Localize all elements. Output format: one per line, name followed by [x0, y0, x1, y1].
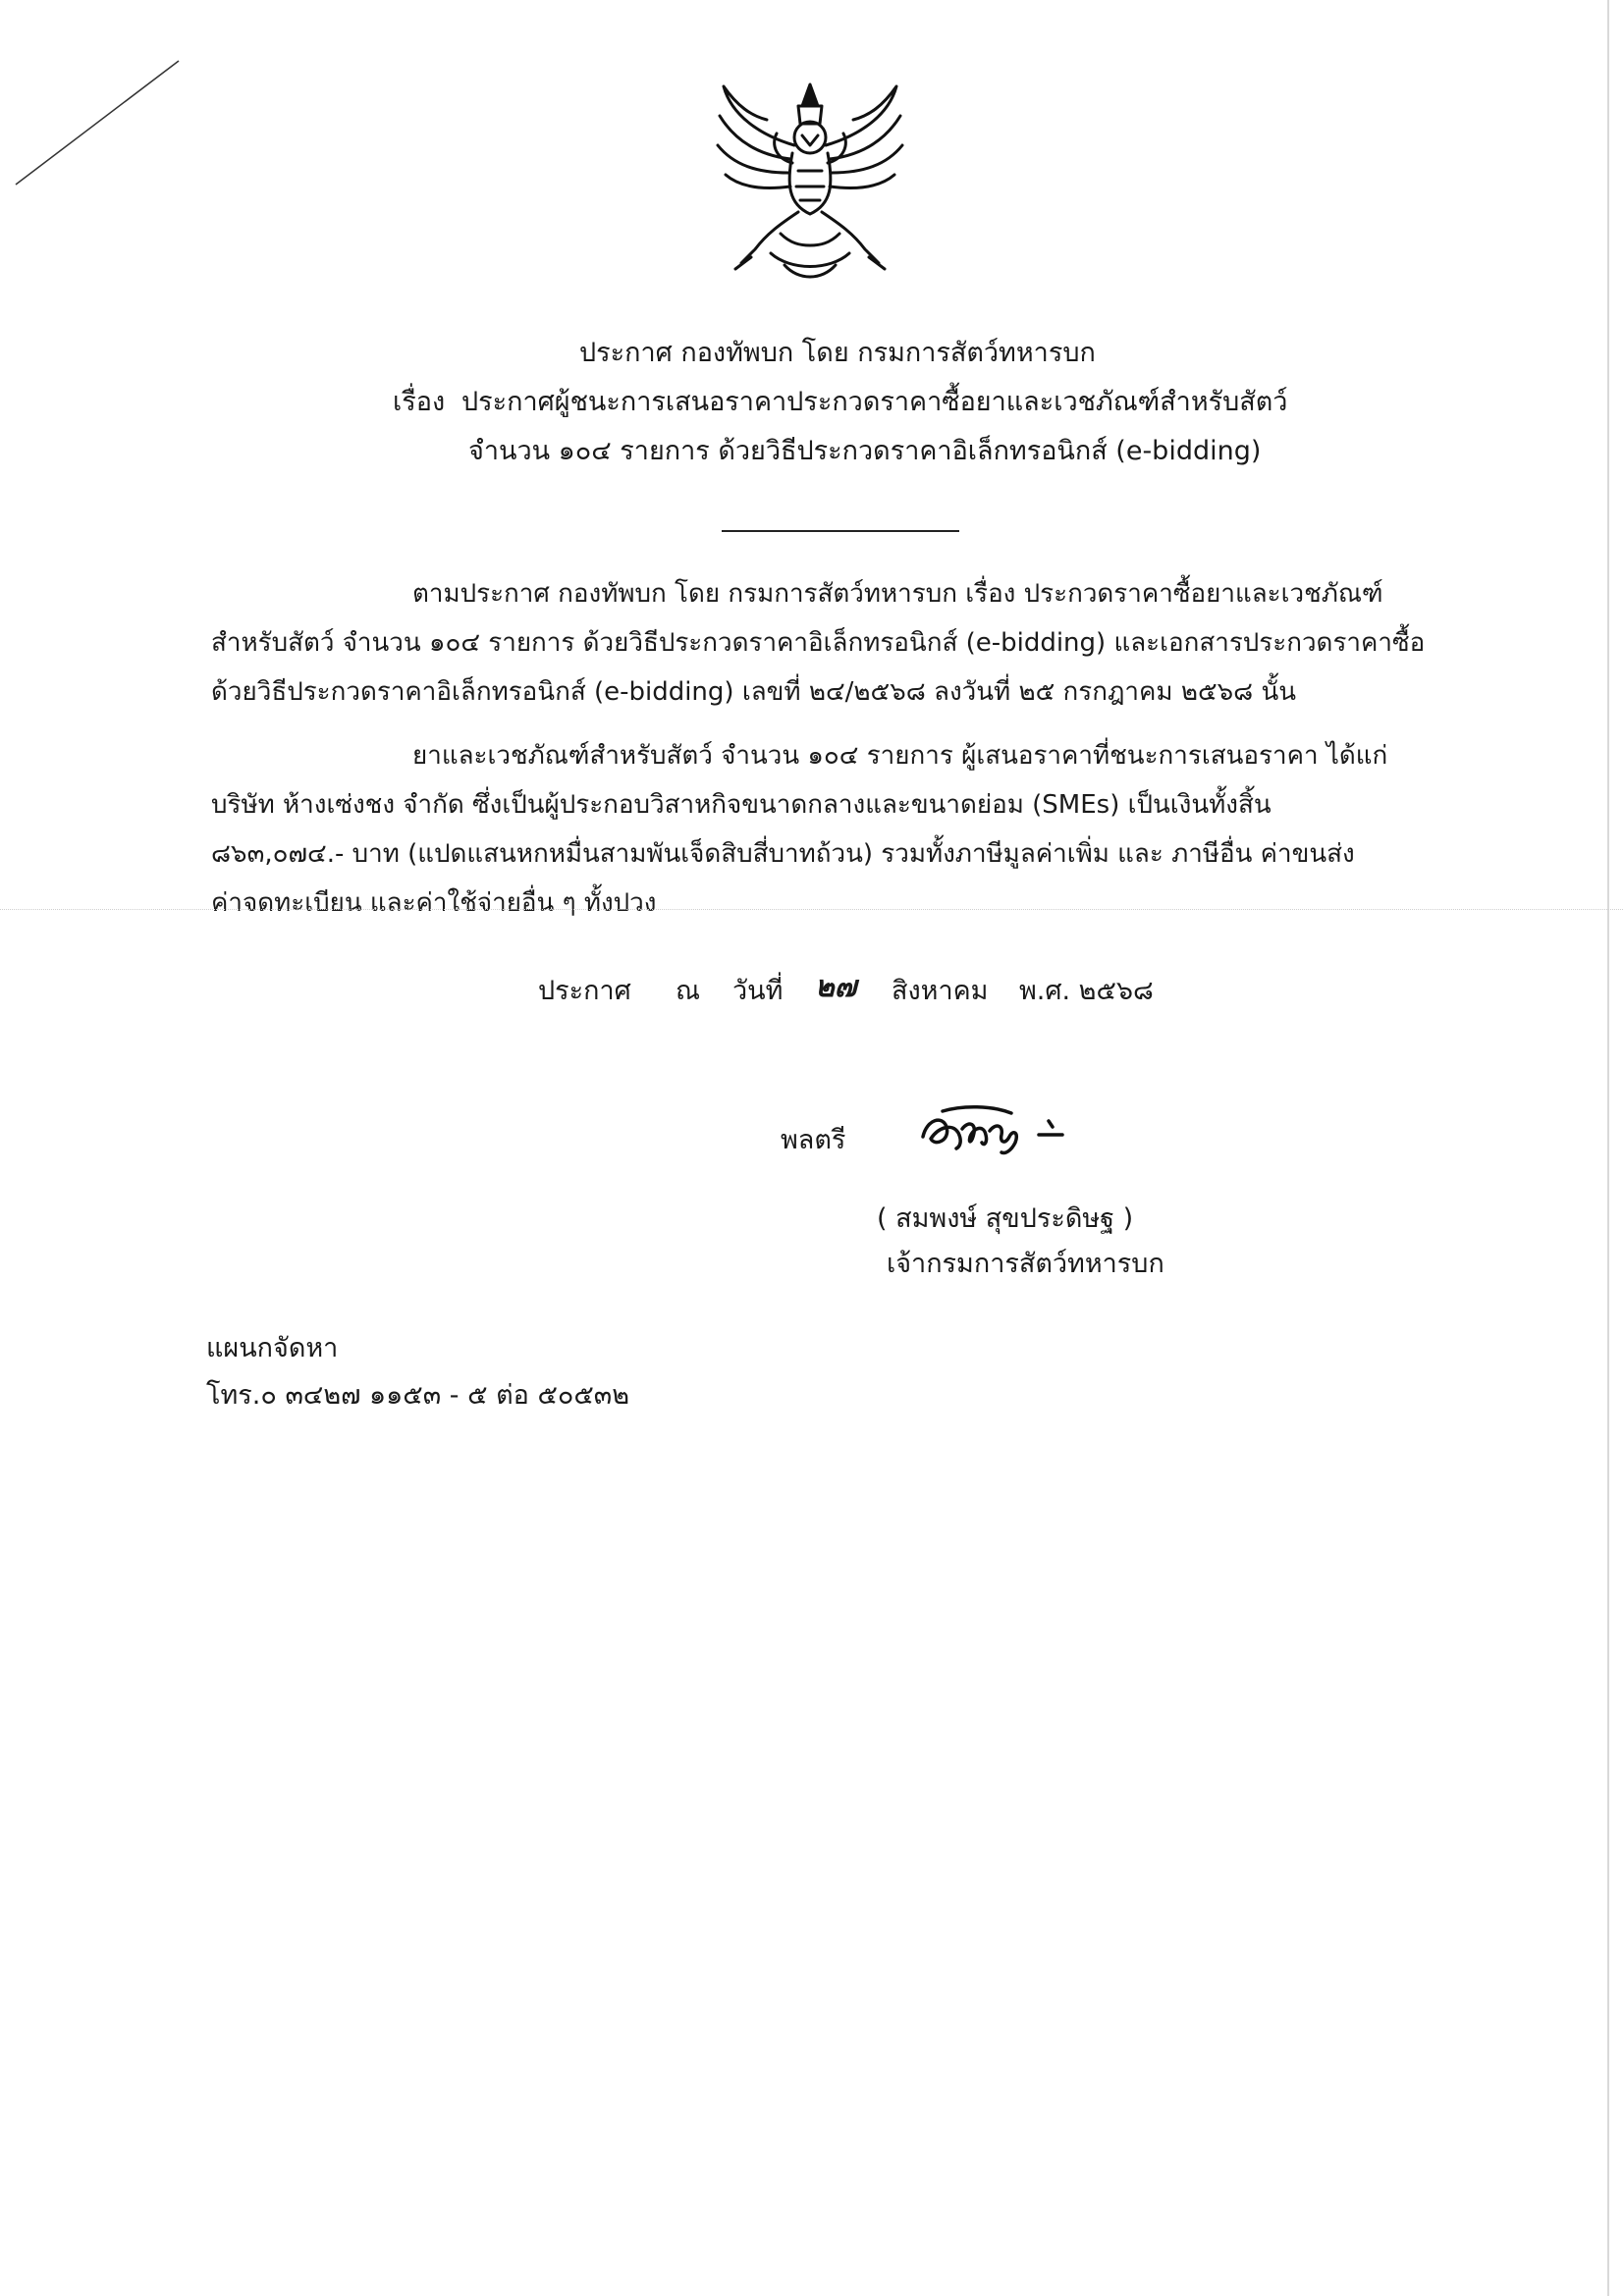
subject-text: ประกาศผู้ชนะการเสนอราคาประกวดราคาซื้อยาและเวชภัณฑ์สำหรับสัตว์ [461, 387, 1288, 417]
header-subject-line [0, 378, 1623, 427]
phone-number: โทร.๐ ๓๔๒๗ ๑๑๕๓ - ๕ ต่อ ๕๐๕๓๒ [206, 1380, 630, 1411]
announcement-at: ณ [676, 976, 701, 1006]
signature-mark [913, 1097, 1090, 1166]
paragraph-line: บริษัท ห้างเซ่งชง จำกัด ซึ่งเป็นผู้ประกอบวิสาหกิจขนาดกลางและขนาดย่อม (SMEs) เป็นเงินทั้งสิ้น [211, 790, 1271, 820]
scan-artifact-line [0, 909, 1623, 910]
paragraph-line: ยาและเวชภัณฑ์สำหรับสัตว์ จำนวน ๑๐๔ รายการ ผู้เสนอราคาที่ชนะการเสนอราคา ได้แก่ [412, 741, 1388, 771]
scan-mark-line [14, 59, 181, 187]
announcement-month: สิงหาคม [892, 976, 989, 1006]
header-subject-line2 [0, 427, 1623, 476]
subject-text-continued: จำนวน ๑๐๔ รายการ ด้วยวิธีประกวดราคาอิเล็กทรอนิกส์ (e-bidding) [468, 436, 1262, 466]
paragraph-reference [211, 569, 1453, 717]
contact-footer [206, 1325, 629, 1419]
signatory-name: ( สมพงษ์ สุขประดิษฐ ) [877, 1203, 1134, 1234]
signatory-rank: พลตรี [781, 1125, 846, 1155]
signatory-position: เจ้ากรมการสัตว์ทหารบก [887, 1249, 1164, 1279]
subject-label: เรื่อง [393, 387, 446, 417]
paragraph-line: สำหรับสัตว์ จำนวน ๑๐๔ รายการ ด้วยวิธีประกวดราคาอิเล็กทรอนิกส์ (e-bidding) และเอกสารประกวดราคาซื้อ [211, 628, 1426, 658]
announcement-year: พ.ศ. ๒๕๖๘ [1019, 976, 1154, 1006]
paragraph-line: ด้วยวิธีประกวดราคาอิเล็กทรอนิกส์ (e-bidding) เลขที่ ๒๔/๒๕๖๘ ลงวันที่ ๒๕ กรกฎาคม ๒๕๖๘ นั้น [211, 677, 1297, 707]
paragraph-winner [211, 731, 1453, 928]
announcement-label: ประกาศ [538, 976, 631, 1006]
paragraph-line: ค่าจดทะเบียน และค่าใช้จ่ายอื่น ๆ ทั้งปวง [211, 888, 657, 918]
department-name: แผนกจัดหา [206, 1333, 339, 1363]
header-divider [722, 530, 959, 532]
header-title: ประกาศ กองทัพบก โดย กรมการสัตว์ทหารบก [579, 338, 1096, 368]
paragraph-line: ตามประกาศ กองทัพบก โดย กรมการสัตว์ทหารบก เรื่อง ประกวดราคาซื้อยาและเวชภัณฑ์ [412, 579, 1383, 609]
announcement-day: ๒๗ [815, 970, 857, 1004]
announcement-day-label: วันที่ [732, 976, 784, 1006]
paragraph-line: ๘๖๓,๐๗๔.- บาท (แปดแสนหกหมื่นสามพันเจ็ดสิบสี่บาทถ้วน) รวมทั้งภาษีมูลค่าเพิ่ม และ ภาษีอื่น ค่าขนส่ง [211, 839, 1355, 869]
document-header [0, 329, 1623, 476]
header-title-line [0, 329, 1623, 378]
garuda-emblem-icon [712, 77, 908, 288]
